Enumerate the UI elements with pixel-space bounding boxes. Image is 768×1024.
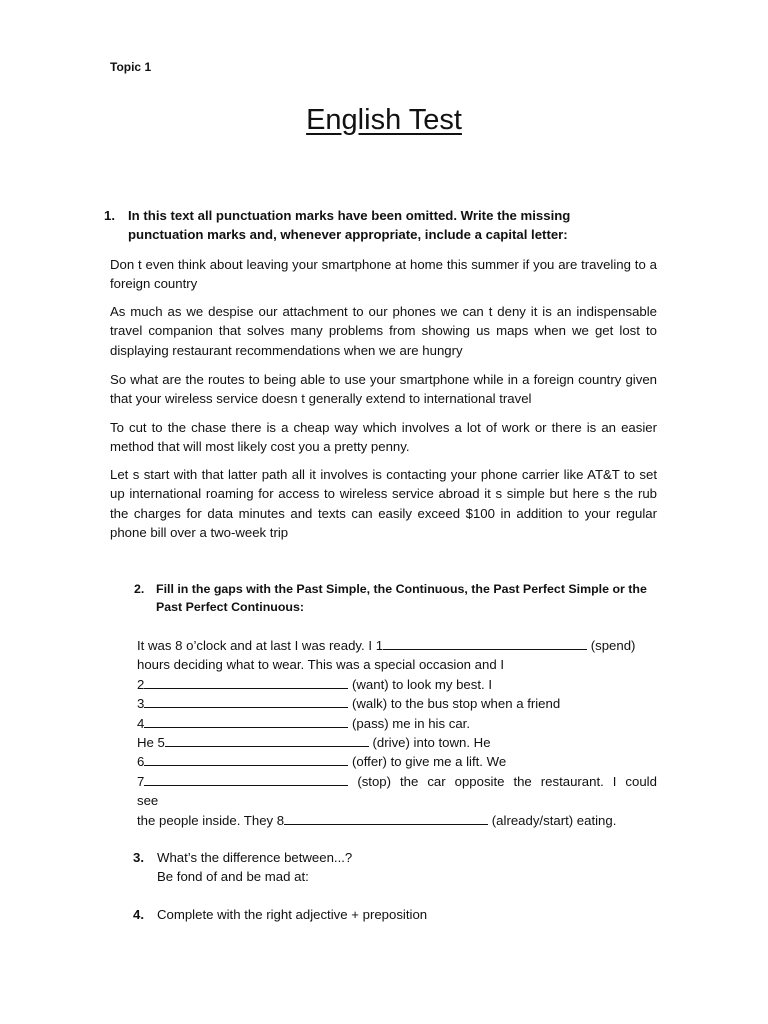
answer-blank[interactable] [144, 695, 348, 708]
question-1 [104, 206, 624, 244]
topic-label: Topic 1 [110, 60, 152, 74]
gap-line: hours deciding what to wear. This was a special occasion and I [137, 657, 505, 673]
gap-line: 3 (walk) to the bus stop when a friend [137, 696, 561, 712]
page-title: English Test [306, 104, 462, 136]
gap-line: It was 8 o’clock and at last I was ready. I 1 (spend) [137, 638, 636, 653]
passage-paragraph: Don t even think about leaving your smartphone at home this summer if you are traveling to a foreign country [110, 257, 657, 292]
answer-blank[interactable] [144, 715, 348, 728]
gap-line: the people inside. They 8 (already/start) eating. [137, 812, 617, 828]
answer-blank[interactable] [165, 734, 369, 747]
gap-line: He 5 (drive) into town. He [137, 735, 491, 751]
question-instruction: In this text all punctuation marks have been omitted. Write the missing punctuation marks and, whenever appropriate, include a capital letter: [128, 208, 571, 242]
question-instruction: Fill in the gaps with the Past Simple, the Continuous, the Past Perfect Simple or the Past Perfect Continuous: [156, 582, 647, 614]
question-number: 4. [133, 907, 144, 922]
gap-line: see [137, 793, 159, 809]
question-number: 1. [104, 208, 115, 223]
question-4 [133, 905, 427, 924]
question-text: What’s the difference between...? [157, 850, 353, 865]
gap-line: 6 (offer) to give me a lift. We [137, 754, 507, 770]
gap-line: 7 (stop) the car opposite the restaurant. I could [137, 773, 657, 789]
passage-paragraph: Let s start with that latter path all it involves is contacting your phone carrier like AT&T to set up international roaming for access to wireless service abroad it s simple but here s the rub the charges for data minutes and texts can easily exceed $100 in addition to your regular phone bill over a two-week trip [110, 467, 657, 541]
gap-line: 4 (pass) me in his car. [137, 715, 470, 731]
gap-line: 2 (want) to look my best. I [137, 676, 492, 692]
answer-blank[interactable] [284, 812, 488, 825]
question-number: 2. [134, 582, 145, 596]
passage-paragraph: So what are the routes to being able to use your smartphone while in a foreign country given that your wireless service doesn t generally extend to international travel [110, 372, 657, 407]
gap-fill-exercise [137, 636, 657, 830]
answer-blank[interactable] [144, 753, 348, 766]
answer-blank[interactable] [383, 637, 587, 650]
question-2 [134, 580, 654, 616]
passage-paragraph: To cut to the chase there is a cheap way which involves a lot of work or there is an easier method that will most likely cost you a pretty penny. [110, 420, 657, 455]
answer-blank[interactable] [144, 676, 348, 689]
question-text: Complete with the right adjective + preposition [157, 907, 428, 922]
answer-blank[interactable] [144, 773, 348, 786]
question-subtext: Be fond of and be mad at: [157, 869, 309, 884]
question-3 [133, 848, 352, 886]
passage-paragraph: As much as we despise our attachment to our phones we can t deny it is an indispensable travel companion that solves many problems from showing us maps when we get lost to displaying restaurant recommendations when we are hungry [110, 304, 657, 358]
question-number: 3. [133, 850, 144, 865]
